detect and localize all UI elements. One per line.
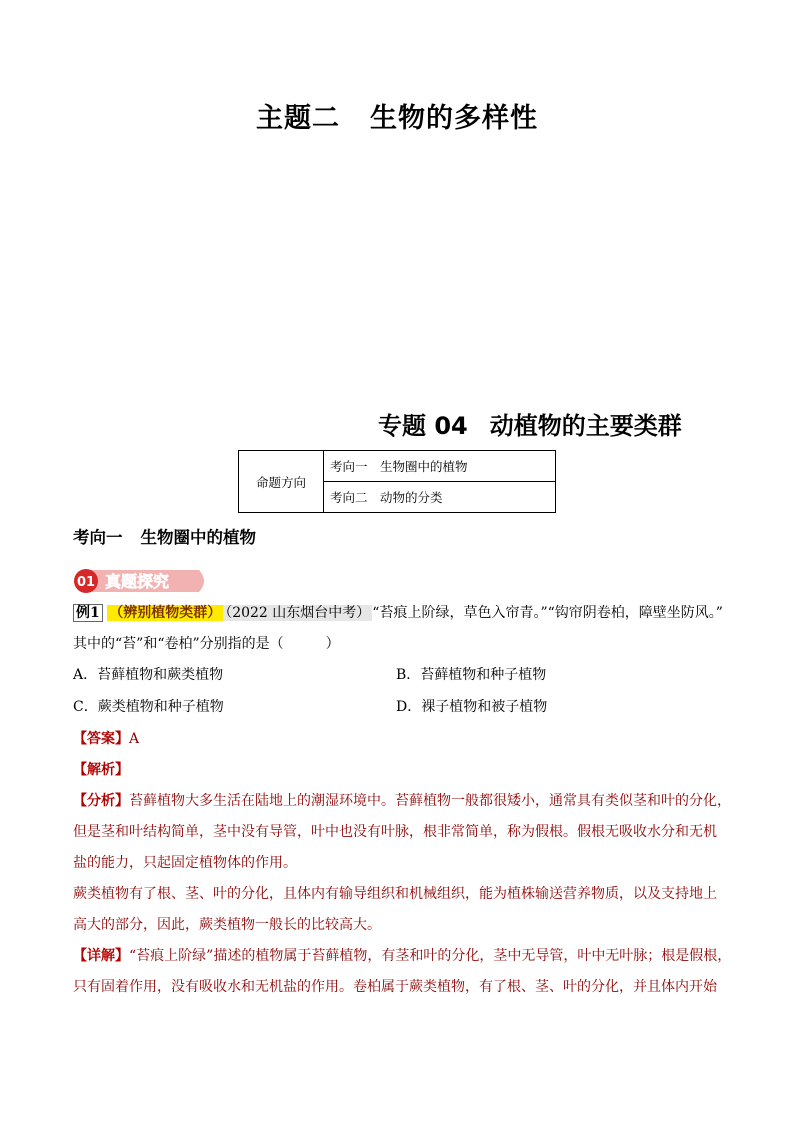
xiangjie-label: 【详解】	[73, 948, 129, 964]
example-stem-1: “苔痕上阶绿，草色入帘青。”“钩帘阴卷柏，障壁坐防风。”	[372, 605, 723, 621]
example-tag: （辨别植物类群）	[109, 605, 222, 621]
fenxi-line-3: 盐的能力，只起固定植物体的作用。	[73, 855, 297, 871]
option-b: B．苔藓植物和种子植物	[396, 667, 547, 683]
directions-header: 命题方向	[239, 451, 324, 513]
section-name: 生物圈中的植物	[140, 528, 256, 547]
topic-title	[378, 406, 682, 441]
theme-name: 生物的多样性	[370, 103, 538, 134]
directions-table	[238, 450, 556, 513]
answer-value: A	[129, 731, 140, 747]
answer-label: 【答案】	[73, 731, 129, 747]
theme-title	[0, 96, 794, 135]
banner-number: 01	[76, 575, 96, 590]
fenxi-line-2: 但是茎和叶结构简单，茎中没有导管，叶中也没有叶脉，根非常简单，称为假根。假根无吸收水分和无机	[73, 824, 717, 840]
option-a: A．苔藓植物和蕨类植物	[73, 667, 224, 683]
section-number: 考向一	[73, 528, 123, 547]
fenxi-line-4: 蕨类植物有了根、茎、叶的分化，且体内有输导组织和机械组织，能为植株输送营养物质，以及支持地上	[73, 886, 717, 902]
theme-number: 主题二	[256, 103, 340, 134]
section-banner	[73, 568, 211, 594]
example-stem-2: 其中的“苔”和“卷柏”分别指的是（ ）	[73, 636, 340, 652]
xiangjie-line-1: 【详解】“苔痕上阶绿”描述的植物属于苔藓植物，有茎和叶的分化，茎中无导管，叶中无叶脉；根是假根，	[73, 948, 732, 964]
direction-row-1: 考向一 生物圈中的植物	[324, 451, 556, 482]
answer-line	[73, 729, 139, 749]
example-label: 例1	[73, 604, 103, 622]
fenxi-line-5: 高大的部分，因此，蕨类植物一般长的比较高大。	[73, 917, 381, 933]
topic-name: 动植物的主要类群	[489, 412, 682, 440]
option-c: C．蕨类植物和种子植物	[73, 699, 224, 715]
topic-number: 专题 04	[378, 412, 468, 440]
analysis-label: 【解析】	[73, 762, 129, 778]
banner-label: 真题探究	[105, 572, 170, 591]
fenxi-line-1: 【分析】苔藓植物大多生活在陆地上的潮湿环境中。苔藓植物一般都很矮小，通常具有类似茎和叶的分化，	[73, 793, 731, 809]
xiangjie-line-2: 只有固着作用，没有吸收水和无机盐的作用。卷柏属于蕨类植物，有了根、茎、叶的分化，并且体内开始	[73, 979, 717, 995]
example-line-1	[73, 603, 723, 623]
option-d: D．裸子植物和被子植物	[396, 699, 548, 715]
fenxi-label: 【分析】	[73, 793, 129, 809]
section-heading	[73, 524, 256, 548]
direction-row-2: 考向二 动物的分类	[324, 482, 556, 513]
example-source: （2022 山东烟台中考）	[225, 605, 371, 621]
